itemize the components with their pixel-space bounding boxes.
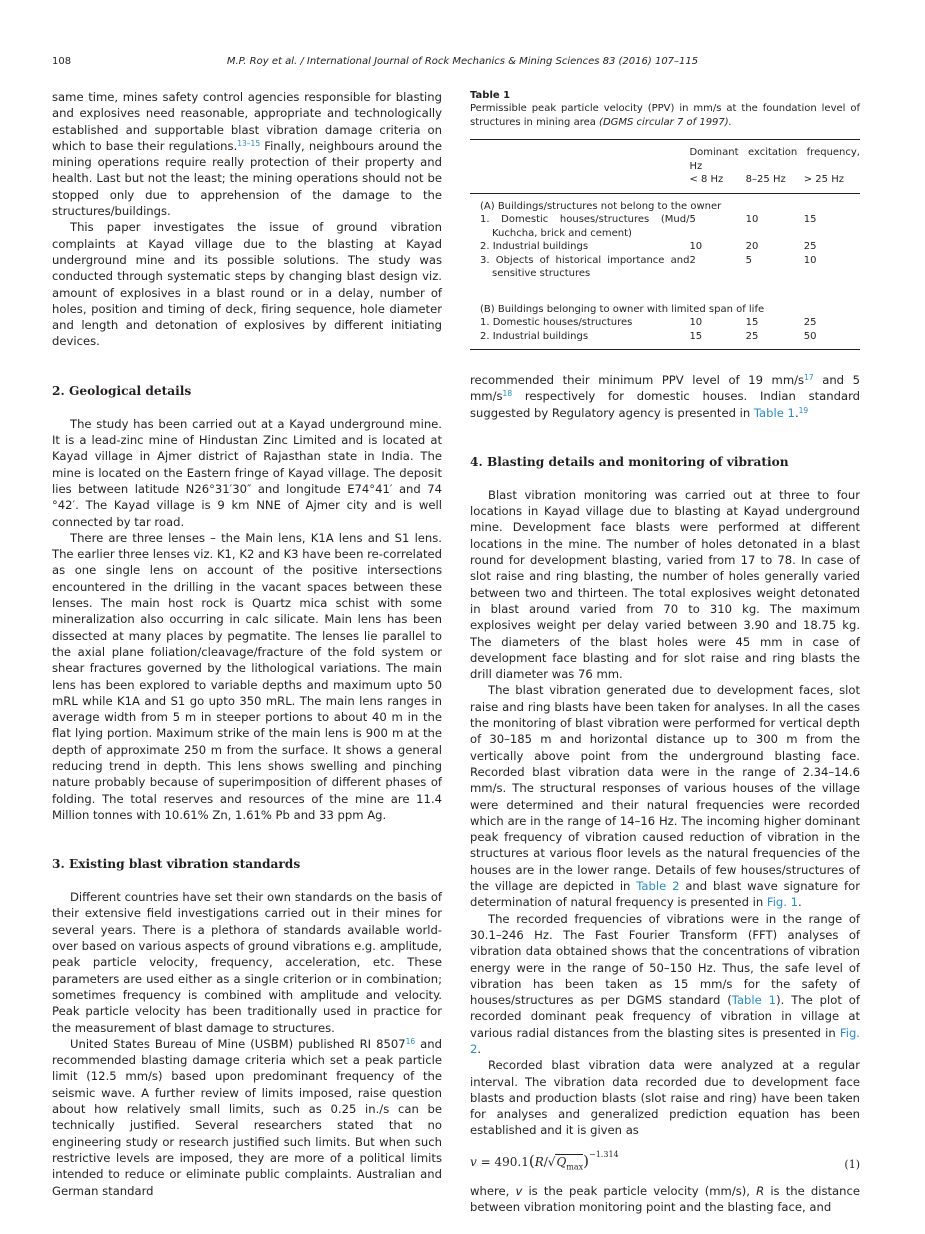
- table-1-group-header: Dominant excitation frequency, Hz: [689, 147, 860, 172]
- citation-13-15[interactable]: 13–15: [237, 138, 261, 148]
- equation-1: [470, 1147, 860, 1177]
- section-4-paragraph-3: The recorded frequencies of vibrations were in the range of 30.1–246 Hz. The Fast Fourier Transform (FFT) analyses of vibration data obtained shows that the concentrations of vibration energy were in the range of 50–150 Hz. Thus, the safe level of vibration has been taken as 15 mm/s for the safety of houses/structures as per DGMS standard (Table 1). The plot of recorded dominant peak frequency of vibration in village at various radial distances from the blasting sites is presented in Fig. 2.: [470, 911, 860, 1056]
- left-column: [52, 89, 442, 1199]
- page-number: 108: [52, 56, 72, 67]
- table-1-section-b: (B) Buildings belonging to owner with limited span of life: [480, 303, 765, 315]
- table-row: 2. Industrial buildings 15 25 50: [470, 330, 860, 350]
- citation-19[interactable]: 19: [798, 405, 809, 415]
- section-3-paragraph-2: United States Bureau of Mine (USBM) published RI 8507$^{16}$ and recommended blasting damage criteria which set a peak particle limit (12.5 mm/s) based upon predominant frequency of the seismic wave. A further review of limits imposed, raise question about how relatively small limits, such as 0.25 in./s can be technically justified. Several researchers stated that no engineering study or research justified such limits. But when such restrictive levels are imposed, they are more of a political limits intended to reduce or eliminate public complaints. Australian and German standard: [52, 1036, 442, 1198]
- citation-18[interactable]: 18: [502, 389, 513, 399]
- table-row: 1. Domestic houses/structures (Mud/ Kuchcha, brick and cement) 5 10 15: [480, 214, 817, 239]
- citation-17[interactable]: 17: [804, 373, 814, 382]
- section-3-heading: 3. Existing blast vibration standards: [52, 857, 301, 872]
- table-1: [470, 89, 860, 350]
- page-header: [52, 56, 873, 70]
- table-1-grid: [470, 139, 860, 350]
- table-1-col-header: 8–25 Hz: [745, 174, 786, 185]
- citation-16[interactable]: 16: [405, 1036, 416, 1046]
- table-1-col-header: < 8 Hz: [689, 174, 724, 185]
- where-paragraph: where, v is the peak particle velocity (mm/s), R is the distance between vibration monitoring point and the blasting face, and: [470, 1183, 860, 1215]
- table-1-col-header: > 25 Hz: [803, 174, 844, 185]
- table-row: 1. Domestic houses/structures 10 15 25: [480, 317, 817, 328]
- fig-2-link[interactable]: Fig. 2: [470, 1025, 860, 1056]
- table-2-link[interactable]: Table 2: [636, 879, 680, 894]
- section-4-paragraph-2: The blast vibration generated due to development faces, slot raise and ring blasts have been taken for analyses. In all the cases the monitoring of blast vibration were performed for vertical depth of 30–185 m and horizontal distance up to 300 m from the vertically above point from the underground blasting face. Recorded blast vibration data were in the range of 2.34–14.6 mm/s. The structural responses of various houses of the village were determined and their natural frequencies were recorded which are in the range of 14–16 Hz. The incoming higher dominant peak frequency of vibration caused reduction of vibration in the structures at various floor levels as the natural frequencies of the houses are in the lower range. Details of few houses/structures of the village are depicted in Table 2 and blast wave signature for determination of natural frequency is presented in Fig. 1.: [470, 683, 860, 910]
- fig-1-link[interactable]: Fig. 1: [766, 895, 799, 910]
- table-1-label: Table 1: [470, 90, 511, 101]
- section-2-heading: 2. Geological details: [52, 383, 192, 398]
- table-row: 3. Objects of historical importance and sensitive structures 2 5 10: [480, 254, 817, 279]
- table-1-caption: Permissible peak particle velocity (PPV) in mm/s at the foundation level of structures in mining area (DGMS circular 7 of 1997).: [470, 103, 860, 128]
- equation-body: $v = 490.1(R/√Q_{max})^{-1.314}$: [470, 1149, 619, 1172]
- section-4-heading: 4. Blasting details and monitoring of vibration: [470, 454, 789, 469]
- section-4-paragraph-4: Recorded blast vibration data were analyzed at a regular interval. The vibration data recorded due to development face blasts and production blasts (slot raise and ring) have been taken for analyses and generalized prediction equation has been established and it is given as: [470, 1058, 860, 1138]
- right-column: [470, 89, 860, 1215]
- table-1-link[interactable]: Table 1: [753, 405, 795, 420]
- intro-paragraph-2: This paper investigates the issue of ground vibration complaints at Kayad village due to the blasting at Kayad underground mine and its possible solutions. The study was conducted through systematic steps by changing blast design viz. amount of explosives in a blast round or in a delay, number of holes, position and timing of deck, firing sequence, hole diameter and length and detonation of explosives by different initiating devices.: [52, 220, 442, 349]
- running-title: M.P. Roy et al. / International Journal of Rock Mechanics & Mining Sciences 83 (2016) 107–115: [226, 56, 699, 67]
- section-2-paragraph-2: There are three lenses – the Main lens, K1A lens and S1 lens. The earlier three lenses viz. K1, K2 and K3 have been re-correlated as one single lens on account of the positive intersections encountered in the drilling in the vacant spaces between these lenses. The main host rock is Quartz mica schist with some mineralization also occurring in calc silicate. Main lens has been dissected at many places by pegmatite. The lenses lie parallel to the axial plane foliation/cleavage/fracture of the fold system or shear fractures governed by the lithological variations. The main lens has been explored to variable depths and maximum upto 50 mRL while K1A and S1 go upto 350 mRL. The main lens ranges in average width from 5 m in steeper portions to about 40 m in the flat lying portion. Maximum strike of the main lens is 900 m at the depth of approximate 250 m from the surface. It shows a general reducing trend in depth. This lens shows swelling and pinching nature probably because of superimposition of different phases of folding. The total reserves and resources of the mine are 11.4 Million tonnes with 10.61% Zn, 1.61% Pb and 33 ppm Ag.: [52, 530, 442, 822]
- table-1-link[interactable]: Table 1: [731, 993, 777, 1008]
- intro-paragraph-1: same time, mines safety control agencies responsible for blasting and explosives need reasonable, appropriate and technologically established and supportable blast vibration damage criteria on which to base their regulations.$^{13-15}$ Finally, neighbours around the mining operations require really protection of their property and health. Last but not the least; the mining operations should not be stopped only due to apprehension of the damage to the structures/buildings.: [52, 90, 442, 219]
- equation-number: (1): [844, 1157, 860, 1171]
- continued-paragraph: recommended their minimum PPV level of 19 $mm/s^{17}$ and 5 $mm/s^{18}$ respectively for domestic houses. Indian standard suggested by Regulatory agency is presented in Table 1.19: [470, 373, 860, 420]
- section-4-paragraph-1: Blast vibration monitoring was carried out at three to four locations in Kayad village due to blasting at Kayad underground mine. Development face blasts were performed at different locations in the mine. The number of holes detonated in a blast round for development blasting, varied from 17 to 78. In case of slot raise and ring blasting, the number of holes generally varied between two and thirteen. The total explosives weight detonated in blast around varied from 70 to 310 kg. The maximum explosives weight per delay varied between 3.90 and 18.75 kg. The diameters of the blast holes were 45 mm in case of development face blasting and for slot raise and ring blasts the drill diameter was 76 mm.: [470, 487, 860, 682]
- table-row: 2. Industrial buildings 10 20 25: [480, 241, 817, 252]
- table-1-section-a: (A) Buildings/structures not belong to the owner: [480, 200, 722, 212]
- section-3-paragraph-1: Different countries have set their own standards on the basis of their extensive field investigations carried out in their mines for several years. There is a plethora of standards available world-over based on various aspects of ground vibrations e.g. amplitude, peak particle velocity, frequency, acceleration, etc. These parameters are used either as a single criterion or in combination; sometimes frequency is combined with amplitude and velocity. Peak particle velocity has been traditionally used in practice for the measurement of blast damage to structures.: [52, 890, 442, 1035]
- section-2-paragraph-1: The study has been carried out at a Kayad underground mine. It is a lead-zinc mine of Hindustan Zinc Limited and is located at Kayad village in Ajmer district of Rajasthan state in India. The mine is located on the Eastern fringe of Kayad village. The deposit lies between latitude N26°31′30″ and longitude E74°41′ and 74 °42′. The Kayad village is 9 km NNE of Ajmer city and is well connected by tar road.: [52, 416, 442, 529]
